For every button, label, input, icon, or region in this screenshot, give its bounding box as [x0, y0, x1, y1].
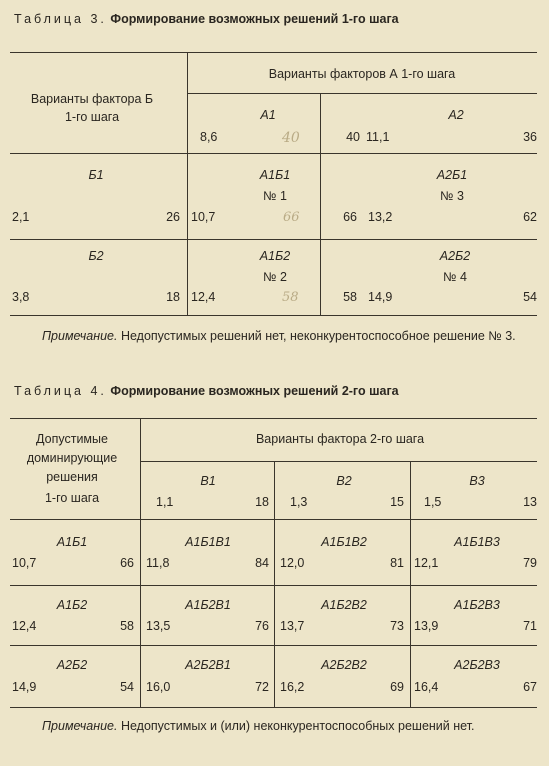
table4-title: [14, 384, 399, 398]
table4-cell-r1c1-high: 84: [255, 556, 269, 570]
table4-col2-rule: [410, 461, 411, 707]
table3-mid-column-rule: [320, 93, 321, 315]
table3-row-b2-high: 18: [166, 290, 180, 304]
table3-cell-a1b2-handwritten: 58: [282, 290, 299, 305]
table4-top-rule: [10, 418, 537, 419]
table4-row3-high: 54: [120, 680, 134, 694]
table4-row3-name: А2Б2: [56, 658, 88, 672]
table4-cell-r2c3-name: А1Б2В3: [454, 598, 500, 612]
table3-cell-a1b2-low: 12,4: [191, 290, 216, 304]
table4-row3-low: 14,9: [12, 680, 37, 694]
table4-left-header-line1: Допустимые: [36, 432, 108, 446]
table4-left-header-line3: решения: [46, 470, 98, 484]
table4-cell-r2c1-low: 13,5: [146, 619, 171, 633]
table3-cell-a2b2-number: № 4: [443, 270, 467, 284]
table3-title: [14, 12, 399, 26]
table3-cell-a2b1-high: 62: [523, 210, 537, 224]
table3-header-bottom-rule: [10, 153, 537, 154]
table4-cell-r3c1-high: 72: [255, 680, 269, 694]
table3-row-b1-low: 2,1: [12, 210, 30, 224]
table4-col-v2-high: 15: [390, 495, 404, 509]
table3-col-a2-low: 11,1: [366, 130, 390, 144]
table4-cell-r2c1-name: А1Б2В1: [185, 598, 231, 612]
table4-row2-name: А1Б2: [56, 598, 88, 612]
table3-cell-a1b2-name: А1Б2: [259, 249, 291, 263]
table4-row1-low: 10,7: [12, 556, 37, 570]
table3-bottom-rule: [10, 315, 537, 316]
table3-left-header-line1: Варианты фактора Б: [30, 92, 154, 106]
table4-cell-r3c1-name: А2Б2В1: [185, 658, 231, 672]
table4-row1-high: 66: [120, 556, 134, 570]
table4-cell-r3c2-low: 16,2: [280, 680, 305, 694]
table3-col-a2-name: А2: [448, 108, 464, 122]
table3-subheader-rule: [188, 93, 537, 94]
table3-note-text: Недопустимых решений нет, неконкурентоспособное решение № 3.: [120, 329, 516, 343]
table3-col-a2-high: 36: [523, 130, 537, 144]
table4-left-header-line2: доминирующие: [26, 451, 118, 465]
table3-row-b1-high: 26: [166, 210, 180, 224]
table4-cell-r2c3-high: 71: [523, 619, 537, 633]
table4-col1-rule: [274, 461, 275, 707]
table4-cell-r3c3-low: 16,4: [414, 680, 439, 694]
table4-row1-name: А1Б1: [56, 535, 88, 549]
table4-cell-r3c3-name: А2Б2В3: [454, 658, 500, 672]
table4-note: [14, 716, 539, 737]
table3-left-column-rule: [187, 52, 188, 315]
table4-cell-r3c1-low: 16,0: [146, 680, 171, 694]
table3-col-a1-name: А1: [260, 108, 276, 122]
table3-cell-a1b1-low: 10,7: [191, 210, 216, 224]
table4-col-v2-low: 1,3: [290, 495, 308, 509]
table4-row2-low: 12,4: [12, 619, 37, 633]
table3-col-a1-high: 40: [346, 130, 360, 144]
table3-cell-a2b2-low: 14,9: [368, 290, 393, 304]
table3-top-rule: [10, 52, 537, 53]
table4-cell-r2c2-name: А1Б2В2: [321, 598, 367, 612]
table4-cell-r3c2-name: А2Б2В2: [321, 658, 367, 672]
table4-col-v3-name: В3: [469, 474, 485, 488]
table3-row-b1-name: Б1: [88, 168, 104, 182]
table4-note-text: Недопустимых и (или) неконкурентоспособных решений нет.: [120, 719, 475, 733]
table4-cell-r1c3-name: А1Б1В3: [454, 535, 500, 549]
table4-col-v1-high: 18: [255, 495, 269, 509]
table3-left-header-line2: 1-го шага: [64, 110, 120, 124]
table3-cell-a2b2-high: 54: [523, 290, 537, 304]
table3-cell-a1b1-high: 66: [343, 210, 357, 224]
table3-note: [14, 326, 539, 347]
table3-cell-a2b1-number: № 3: [440, 189, 464, 203]
table4-cell-r2c1-high: 76: [255, 619, 269, 633]
table4-cell-r1c2-high: 81: [390, 556, 404, 570]
table4-title-text: Формирование возможных решений 2-го шага: [110, 384, 399, 398]
table3-cell-a1b1-name: А1Б1: [259, 168, 291, 182]
table4-col-v1-low: 1,1: [156, 495, 174, 509]
table4-cell-r1c2-name: А1Б1В2: [321, 535, 367, 549]
table3-top-header: Варианты факторов А 1-го шага: [268, 67, 456, 81]
table4-cell-r2c3-low: 13,9: [414, 619, 439, 633]
table3-cell-a2b1-low: 13,2: [368, 210, 393, 224]
table4-cell-r1c3-low: 12,1: [414, 556, 439, 570]
table4-col-v3-low: 1,5: [424, 495, 442, 509]
table4-cell-r1c1-low: 11,8: [146, 556, 170, 570]
table4-col-v2-name: В2: [336, 474, 352, 488]
table3-col-a1-handwritten: 40: [282, 130, 300, 146]
table4-cell-r2c2-low: 13,7: [280, 619, 305, 633]
table4-cell-r1c2-low: 12,0: [280, 556, 305, 570]
table3-title-text: Формирование возможных решений 1-го шага: [110, 12, 399, 26]
table4-cell-r1c1-name: А1Б1В1: [185, 535, 231, 549]
table3-cell-a1b1-number: № 1: [263, 189, 287, 203]
table4-note-label: Примечание.: [42, 719, 118, 733]
table4-subheader-rule: [140, 461, 537, 462]
table4-cell-r2c2-high: 73: [390, 619, 404, 633]
table3-cell-a2b2-name: А2Б2: [439, 249, 471, 263]
table3-row-rule: [10, 239, 537, 240]
table3-cell-a1b2-number: № 2: [263, 270, 287, 284]
table4-top-header: Варианты фактора 2-го шага: [255, 432, 425, 446]
table4-col-v1-name: В1: [200, 474, 216, 488]
table3-col-a1-low: 8,6: [200, 130, 218, 144]
table4-row2-high: 58: [120, 619, 134, 633]
table3-cell-a1b1-handwritten: 66: [283, 210, 300, 225]
table4-cell-r3c3-high: 67: [523, 680, 537, 694]
table3-row-b2-name: Б2: [88, 249, 104, 263]
table3-note-label: Примечание.: [42, 329, 118, 343]
table4-bottom-rule: [10, 707, 537, 708]
table4-col-v3-high: 13: [523, 495, 537, 509]
table4-title-label: Таблица 4.: [14, 384, 107, 398]
table4-cell-r3c2-high: 69: [390, 680, 404, 694]
table3-title-label: Таблица 3.: [14, 12, 107, 26]
table4-left-header-line4: 1-го шага: [44, 491, 100, 505]
table3-cell-a2b1-name: А2Б1: [436, 168, 468, 182]
table3-row-b2-low: 3,8: [12, 290, 30, 304]
table4-left-column-rule: [140, 418, 141, 707]
table4-cell-r1c3-high: 79: [523, 556, 537, 570]
table3-cell-a1b2-high: 58: [343, 290, 357, 304]
